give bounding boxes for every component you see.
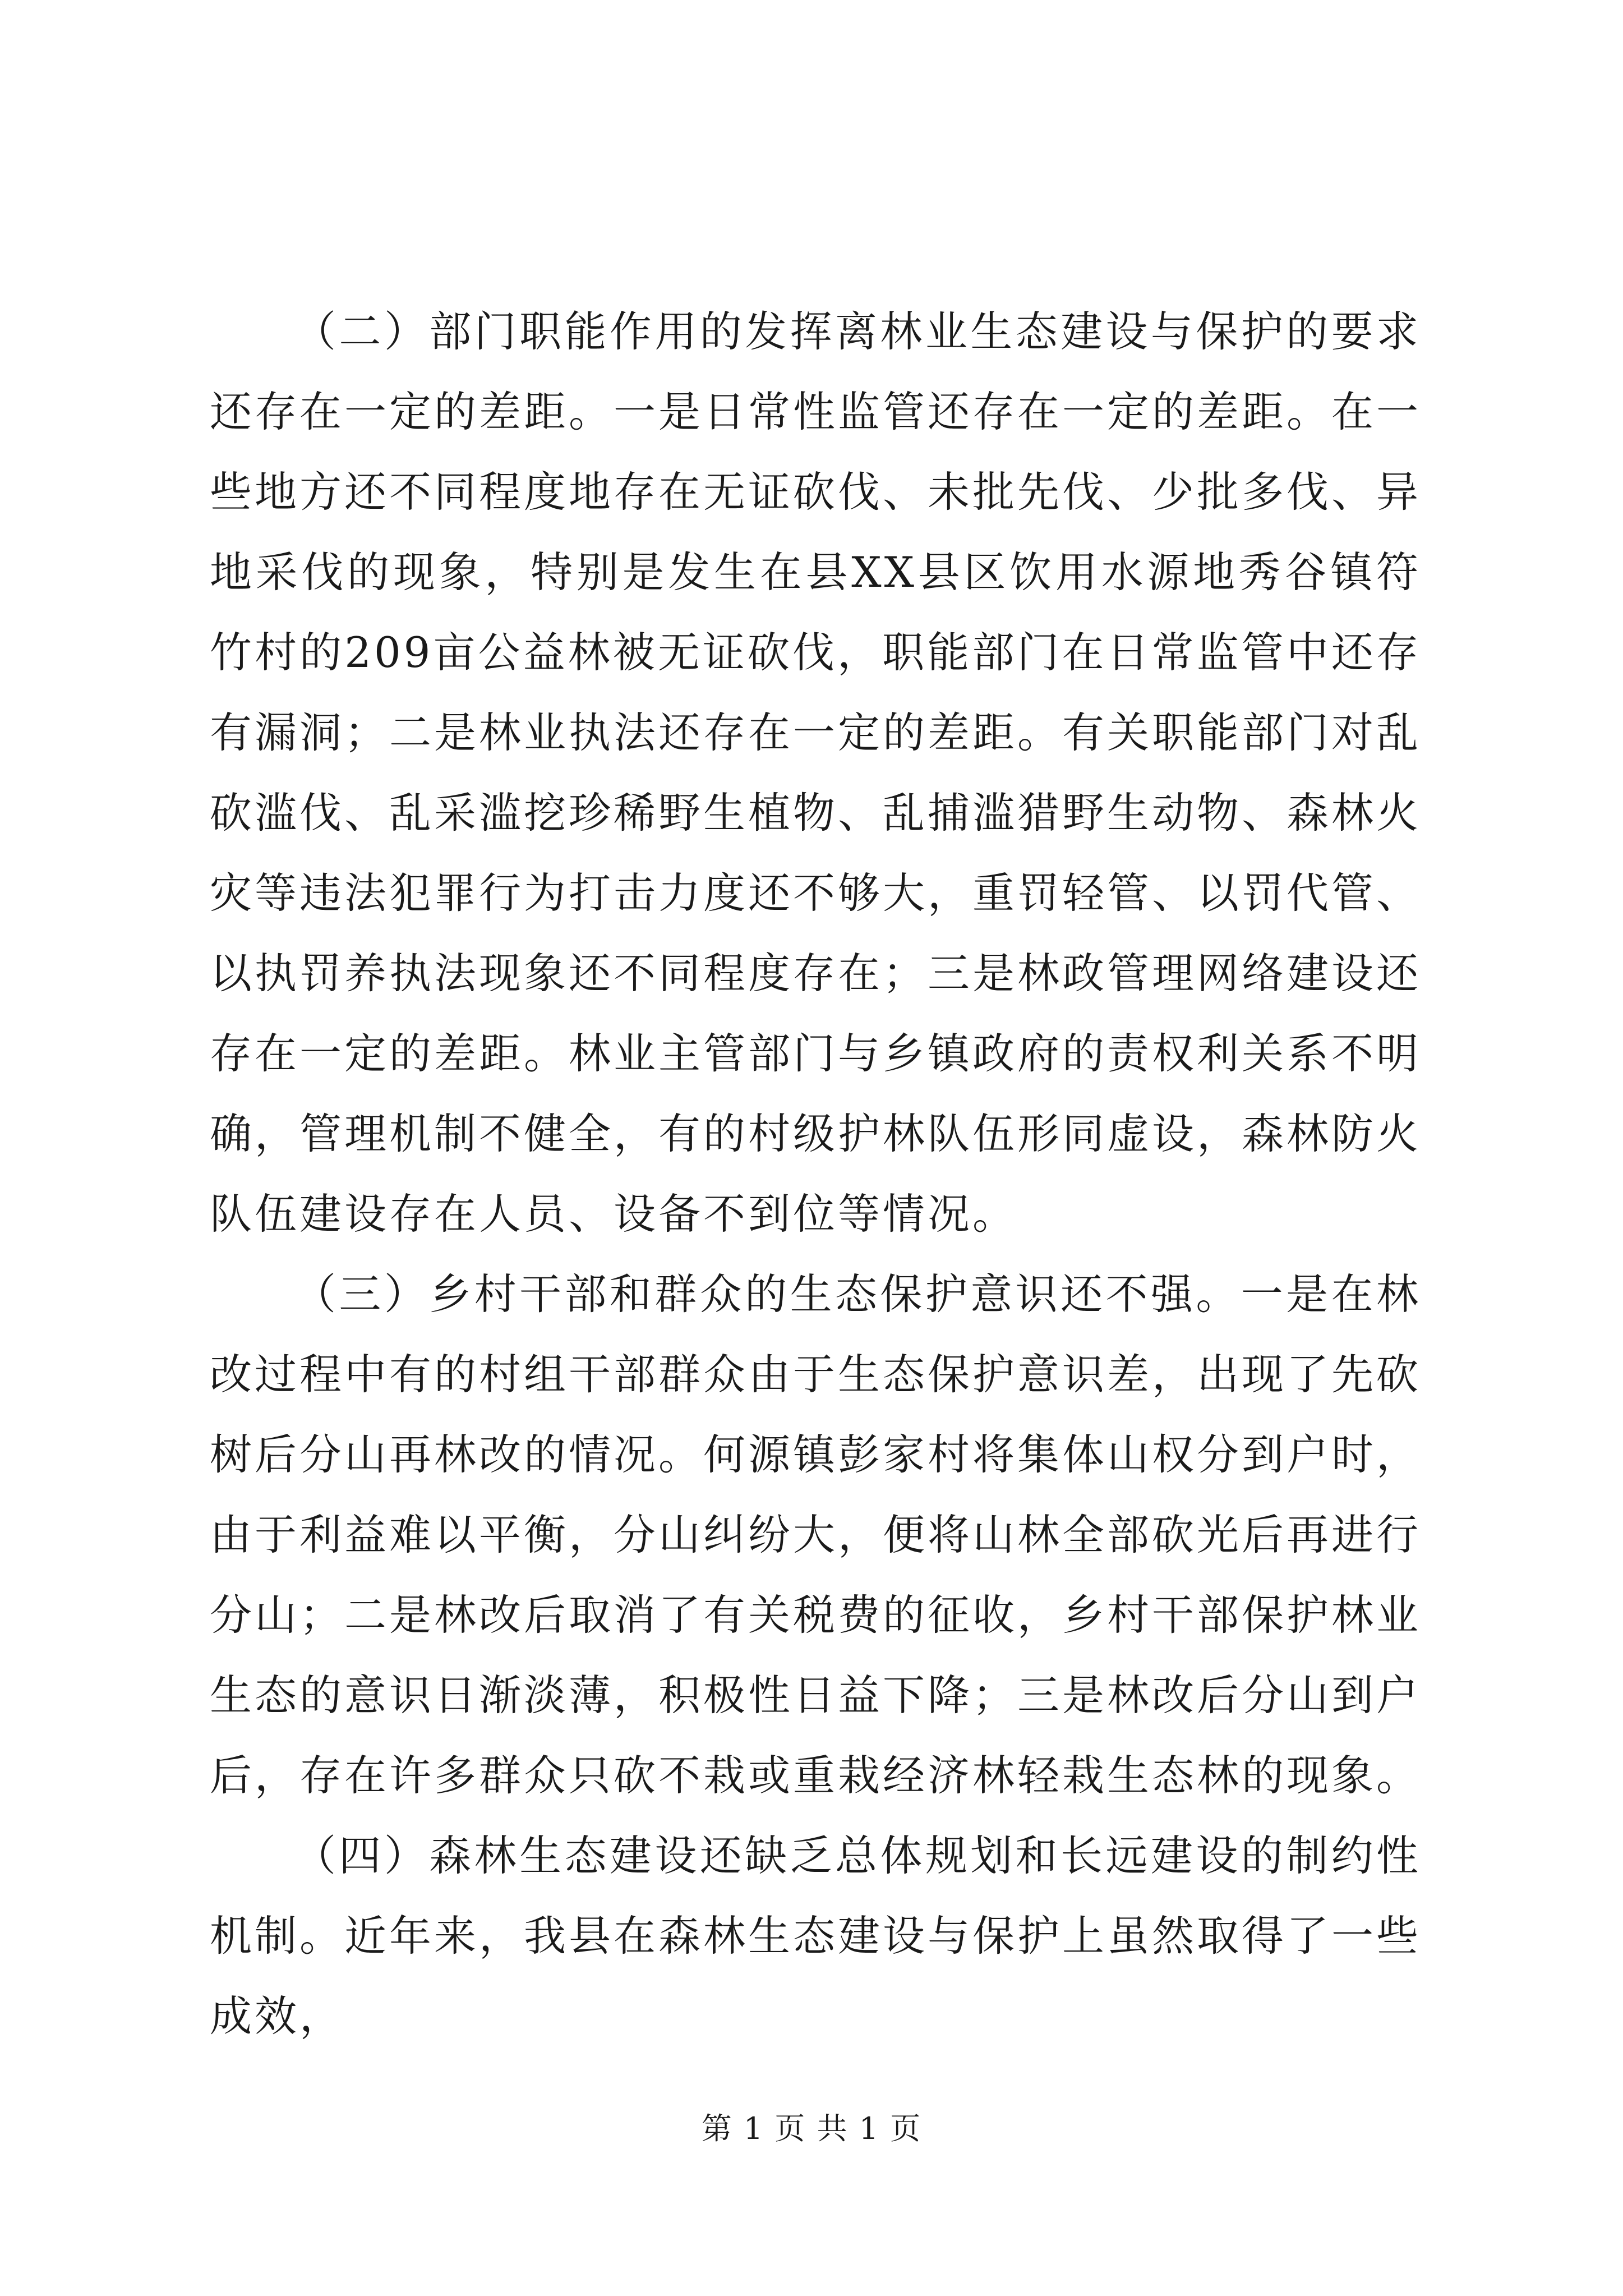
paragraph-section-2: （二）部门职能作用的发挥离林业生态建设与保护的要求还存在一定的差距。一是日常性监管还存在一定的差距。在一些地方还不同程度地存在无证砍伐、未批先伐、少批多伐、异地采伐的现象，特别是发生在县XX县区饮用水源地秀谷镇符竹村的209亩公益林被无证砍伐，职能部门在日常监管中还存有漏洞；二是林业执法还存在一定的差距。有关职能部门对乱砍滥伐、乱采滥挖珍稀野生植物、乱捕滥猎野生动物、森林火灾等违法犯罪行为打击力度还不够大，重罚轻管、以罚代管、以执罚养执法现象还不同程度存在；三是林政管理网络建设还存在一定的差距。林业主管部门与乡镇政府的责权利关系不明确，管理机制不健全，有的村级护林队伍形同虚设，森林防火队伍建设存在人员、设备不到位等情况。	[210, 307, 1422, 1239]
page-footer: 第 1 页 共 1 页	[701, 2111, 922, 2146]
document-body	[210, 292, 1421, 2056]
paragraph-section-4: （四）森林生态建设还缺乏总体规划和长远建设的制约性机制。近年来，我县在森林生态建设与保护上虽然取得了一些成效，	[210, 1831, 1422, 2041]
paragraph-section-3: （三）乡村干部和群众的生态保护意识还不强。一是在林改过程中有的村组干部群众由于生态保护意识差，出现了先砍树后分山再林改的情况。何源镇彭家村将集体山权分到户时，由于利益难以平衡，分山纠纷大，便将山林全部砍光后再进行分山；二是林改后取消了有关税费的征收，乡村干部保护林业生态的意识日渐淡薄，积极性日益下降；三是林改后分山到户后，存在许多群众只砍不栽或重栽经济林轻栽生态林的现象。	[210, 1269, 1422, 1800]
